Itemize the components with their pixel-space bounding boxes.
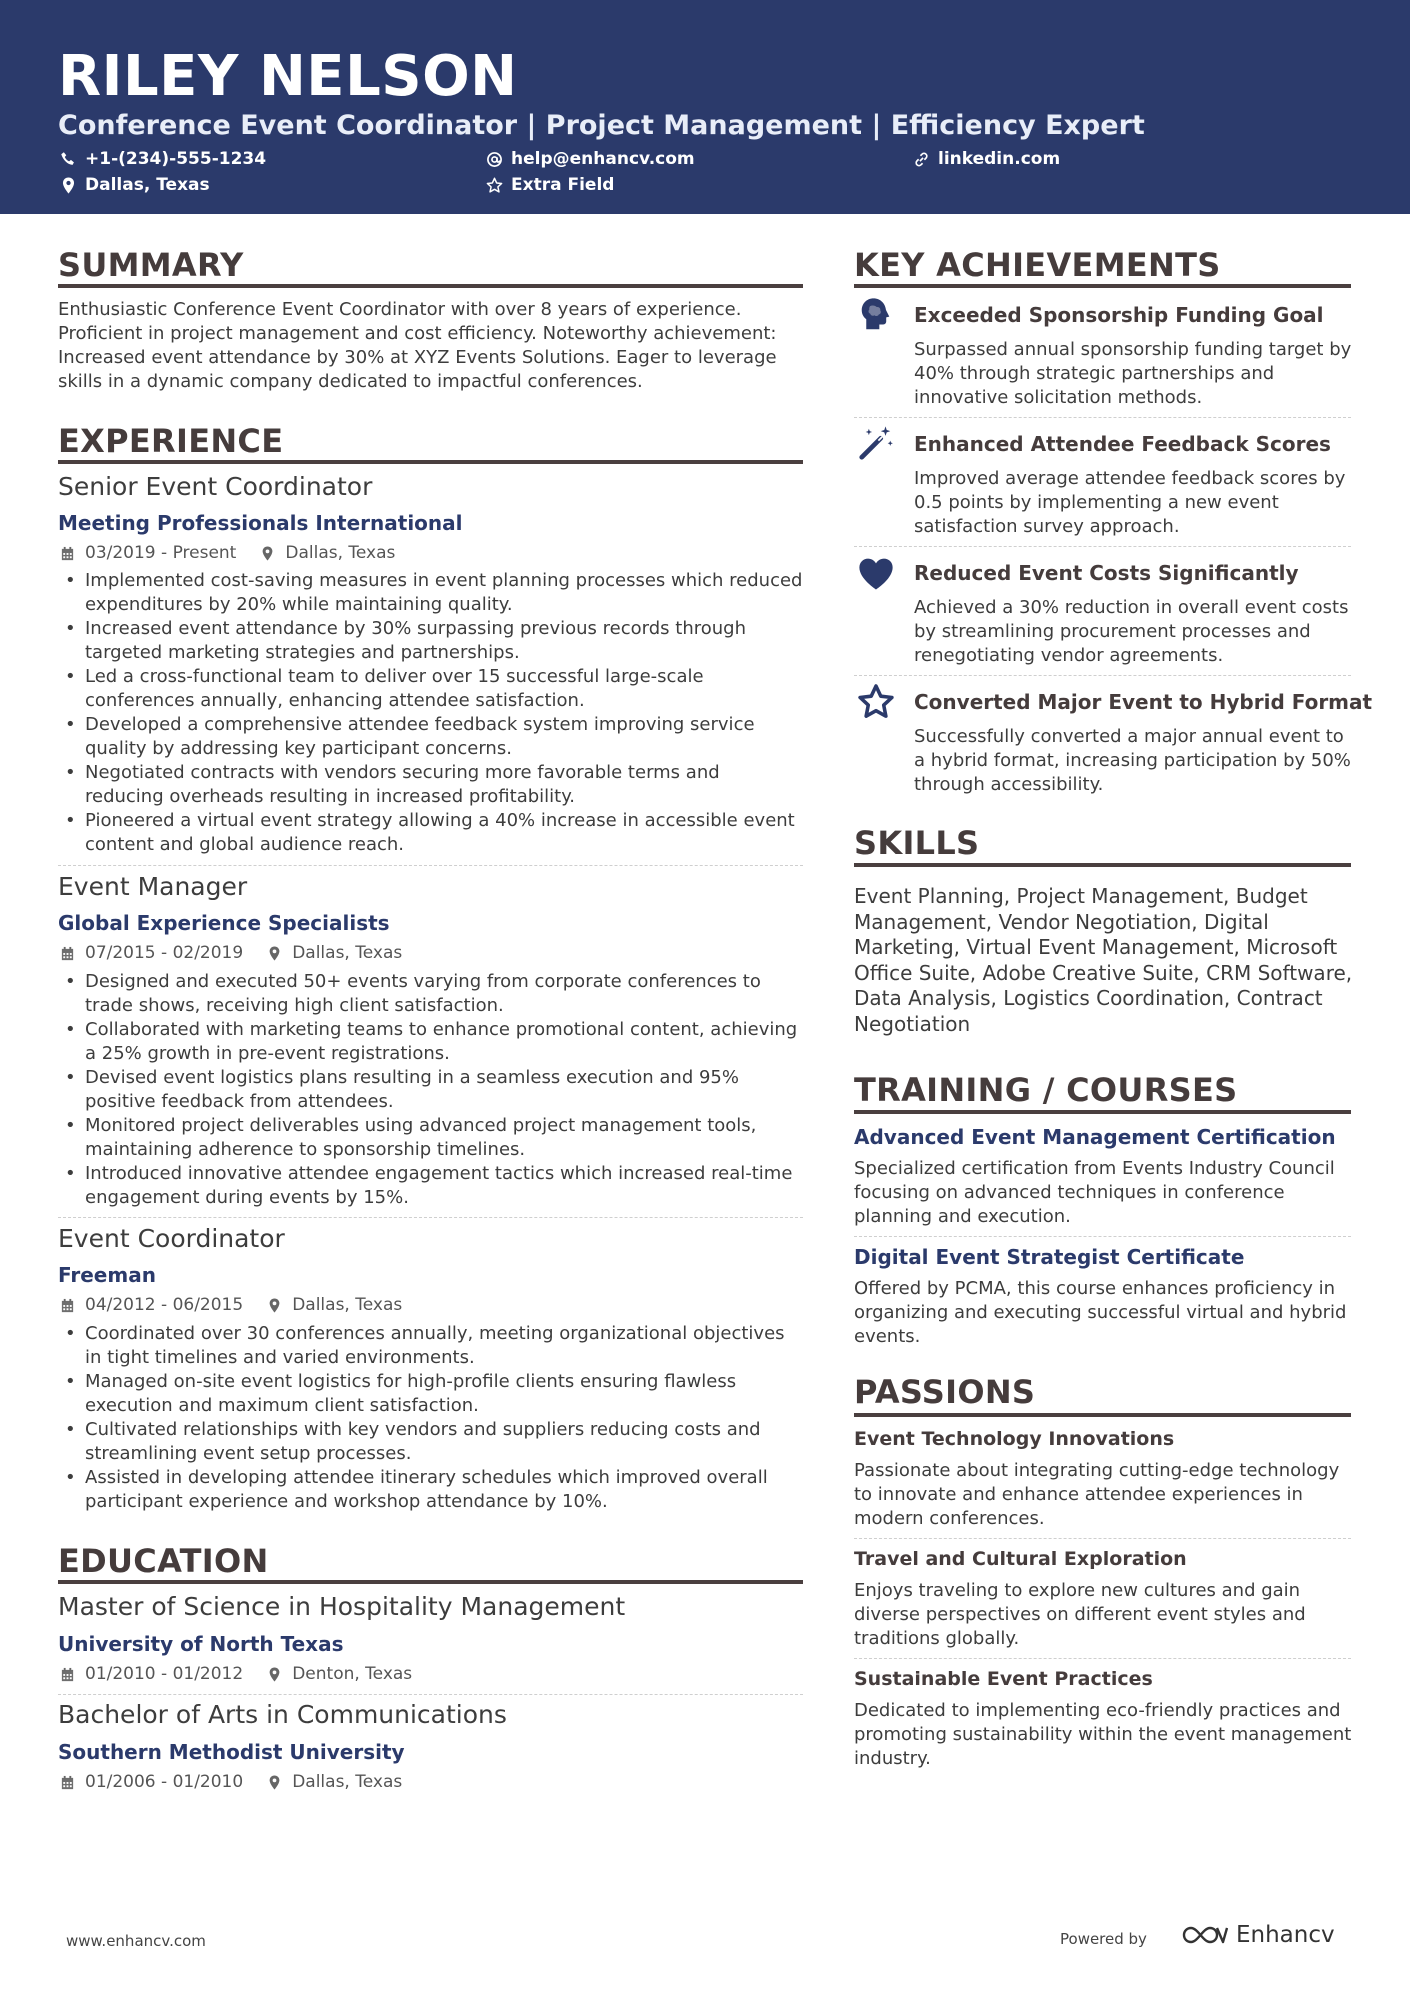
achievement-description: Achieved a 30% reduction in overall event costs by streamlining procurement processes and renegotiating vendor agreements.	[914, 597, 1349, 666]
powered-by-label: Powered by	[1060, 1930, 1147, 1948]
job-dates: 04/2012 - 06/2015	[85, 1295, 244, 1315]
summary-heading: SUMMARY	[58, 246, 244, 284]
job-company: Global Experience Specialists	[58, 911, 390, 935]
job-bullet: • Implemented cost-saving measures in event planning processes which reduced expenditures by 20% while maintaining quality.	[58, 569, 803, 617]
phone-icon	[60, 151, 77, 168]
job-location: Dallas, Texas	[292, 943, 403, 963]
course-description: Offered by PCMA, this course enhances proficiency in organizing and executing successful virtual and hybrid events.	[854, 1278, 1347, 1347]
job-bullet: • Increased event attendance by 30% surpassing previous records through targeted marketing strategies and partnerships.	[58, 617, 803, 665]
achievement-description: Surpassed annual sponsorship funding target by 40% through strategic partnerships and innovative solicitation methods.	[914, 339, 1352, 408]
brand-logo[interactable]	[1180, 1922, 1335, 1948]
degree-title: Master of Science in Hospitality Management	[58, 1592, 626, 1621]
link-icon	[913, 151, 930, 168]
brand-name: Enhancv	[1236, 1922, 1335, 1948]
extra-field-text: Extra Field	[511, 175, 615, 195]
job-meta	[60, 943, 402, 963]
education-divider	[58, 1580, 803, 1584]
job-separator	[58, 1217, 803, 1218]
contact-extra	[486, 175, 614, 195]
achievement-title: Exceeded Sponsorship Funding Goal	[914, 303, 1324, 327]
job-location: Dallas, Texas	[292, 1295, 403, 1315]
contact-phone[interactable]	[60, 149, 266, 169]
magic-wand-icon	[857, 424, 895, 462]
degree-title: Bachelor of Arts in Communications	[58, 1700, 507, 1729]
job-bullet: • Cultivated relationships with key vendors and suppliers reducing costs and streamlining event setup processes.	[58, 1418, 803, 1466]
job-bullet: • Designed and executed 50+ events varying from corporate conferences to trade shows, receiving high client satisfaction.	[58, 970, 803, 1018]
skills-list: Event Planning, Project Management, Budget Management, Vendor Negotiation, Digital Marketing, Virtual Event Management, Microsoft Office Suite, Adobe Creative Suite, CRM Software, Data Analysis, Logistics Coordination, Contract Negotiation	[854, 884, 1353, 1036]
job-bullet: • Managed on-site event logistics for high-profile clients ensuring flawless execution and maximum client satisfaction.	[58, 1370, 803, 1418]
job-title: Event Manager	[58, 872, 248, 901]
calendar-icon	[60, 546, 75, 561]
job-bullet: • Coordinated over 30 conferences annually, meeting organizational objectives in tight timelines and varied environments.	[58, 1322, 803, 1370]
location-pin-icon	[60, 177, 77, 194]
course-title: Digital Event Strategist Certificate	[854, 1245, 1245, 1269]
contact-email[interactable]	[486, 149, 695, 169]
passion-separator	[854, 1538, 1351, 1539]
passion-title: Sustainable Event Practices	[854, 1668, 1153, 1690]
education-dates: 01/2010 - 01/2012	[85, 1664, 244, 1684]
heart-icon	[857, 555, 895, 593]
job-bullet: • Developed a comprehensive attendee feedback system improving service quality by addressing key participant concerns.	[58, 713, 803, 761]
education-location: Dallas, Texas	[292, 1772, 403, 1792]
education-heading: EDUCATION	[58, 1542, 269, 1580]
job-dates: 03/2019 - Present	[85, 543, 237, 563]
star-outline-icon	[486, 177, 503, 194]
job-bullet: • Negotiated contracts with vendors securing more favorable terms and reducing overheads resulting in increased profitability.	[58, 761, 803, 809]
candidate-name: RILEY NELSON	[58, 44, 518, 109]
location-pin-icon	[267, 1298, 282, 1313]
job-location: Dallas, Texas	[285, 543, 396, 563]
education-meta	[60, 1772, 402, 1792]
job-bullet: • Pioneered a virtual event strategy allowing a 40% increase in accessible event content and global audience reach.	[58, 809, 803, 857]
location-pin-icon	[267, 946, 282, 961]
calendar-icon	[60, 1667, 75, 1682]
achievement-separator	[854, 417, 1351, 418]
location-pin-icon	[260, 546, 275, 561]
job-bullet: • Monitored project deliverables using advanced project management tools, maintaining adherence to sponsorship timelines.	[58, 1114, 803, 1162]
phone-text: +1-(234)-555-1234	[85, 149, 267, 169]
job-bullets	[58, 1322, 803, 1514]
job-bullet: • Led a cross-functional team to deliver over 15 successful large-scale conferences annually, enhancing attendee satisfaction.	[58, 665, 803, 713]
job-title: Event Coordinator	[58, 1224, 285, 1253]
calendar-icon	[60, 1775, 75, 1790]
at-sign-icon	[486, 151, 503, 168]
candidate-headline: Conference Event Coordinator | Project Management | Efficiency Expert	[58, 110, 1145, 141]
job-bullet: • Introduced innovative attendee engagement tactics which increased real-time engagement during events by 15%.	[58, 1162, 803, 1210]
job-separator	[58, 865, 803, 866]
passion-description: Passionate about integrating cutting-edge technology to innovate and enhance attendee experiences in modern conferences.	[854, 1460, 1340, 1529]
achievement-description: Improved average attendee feedback scores by 0.5 points by implementing a new event satisfaction survey approach.	[914, 468, 1346, 537]
job-bullets	[58, 569, 803, 857]
job-title: Senior Event Coordinator	[58, 472, 373, 501]
location-pin-icon	[267, 1667, 282, 1682]
achievements-divider	[854, 284, 1351, 288]
course-separator	[854, 1236, 1351, 1237]
training-divider	[854, 1110, 1351, 1114]
location-pin-icon	[267, 1775, 282, 1790]
achievement-title: Enhanced Attendee Feedback Scores	[914, 432, 1331, 456]
skills-heading: SKILLS	[854, 824, 980, 862]
passion-description: Enjoys traveling to explore new cultures and gain diverse perspectives on different event styles and traditions globally.	[854, 1580, 1306, 1649]
experience-heading: EXPERIENCE	[58, 422, 284, 460]
school-name: University of North Texas	[58, 1632, 344, 1656]
job-dates: 07/2015 - 02/2019	[85, 943, 244, 963]
achievement-title: Converted Major Event to Hybrid Format	[914, 690, 1373, 714]
achievement-title: Reduced Event Costs Significantly	[914, 561, 1299, 585]
education-dates: 01/2006 - 01/2010	[85, 1772, 244, 1792]
education-separator	[58, 1694, 803, 1695]
job-bullet: • Devised event logistics plans resulting in a seamless execution and 95% positive feedback from attendees.	[58, 1066, 803, 1114]
passion-description: Dedicated to implementing eco-friendly practices and promoting sustainability within the event management industry.	[854, 1700, 1352, 1769]
job-meta	[60, 1295, 402, 1315]
job-bullets	[58, 970, 803, 1210]
training-heading: TRAINING / COURSES	[854, 1071, 1238, 1109]
passion-title: Event Technology Innovations	[854, 1428, 1175, 1450]
calendar-icon	[60, 1298, 75, 1313]
education-meta	[60, 1664, 412, 1684]
job-bullet: • Assisted in developing attendee itinerary schedules which improved overall participant experience and workshop attendance by 10%.	[58, 1466, 803, 1514]
passions-heading: PASSIONS	[854, 1373, 1036, 1411]
education-location: Denton, Texas	[292, 1664, 413, 1684]
location-text: Dallas, Texas	[85, 175, 210, 195]
passion-separator	[854, 1658, 1351, 1659]
linkedin-text: linkedin.com	[938, 149, 1061, 169]
passion-title: Travel and Cultural Exploration	[854, 1548, 1187, 1570]
course-description: Specialized certification from Events Industry Council focusing on advanced techniques in conference planning and execution.	[854, 1158, 1335, 1227]
passions-divider	[854, 1413, 1351, 1417]
job-meta	[60, 543, 395, 563]
brain-head-icon	[857, 296, 895, 334]
experience-divider	[58, 460, 803, 464]
summary-divider	[58, 284, 803, 288]
job-company: Meeting Professionals International	[58, 511, 463, 535]
calendar-icon	[60, 946, 75, 961]
school-name: Southern Methodist University	[58, 1740, 405, 1764]
achievements-heading: KEY ACHIEVEMENTS	[854, 246, 1221, 284]
job-bullet: • Collaborated with marketing teams to enhance promotional content, achieving a 25% growth in pre-event registrations.	[58, 1018, 803, 1066]
resume-header	[0, 0, 1410, 214]
achievement-separator	[854, 546, 1351, 547]
achievement-separator	[854, 675, 1351, 676]
email-text: help@enhancv.com	[511, 149, 695, 169]
contact-location	[60, 175, 210, 195]
job-company: Freeman	[58, 1263, 156, 1287]
enhancv-logo-icon	[1180, 1923, 1228, 1947]
course-title: Advanced Event Management Certification	[854, 1125, 1336, 1149]
skills-divider	[854, 863, 1351, 867]
footer-url[interactable]: www.enhancv.com	[66, 1932, 206, 1950]
star-icon	[857, 683, 895, 721]
contact-linkedin[interactable]	[913, 149, 1060, 169]
achievement-description: Successfully converted a major annual event to a hybrid format, increasing participation by 50% through accessibility.	[914, 726, 1351, 795]
summary-text: Enthusiastic Conference Event Coordinator with over 8 years of experience. Proficient in project management and cost efficiency. Noteworthy achievement: Increased event attendance by 30% at XYZ Events Solutions. Eager to leverage skills in a dynamic company dedicated to impactful conferences.	[58, 299, 777, 392]
